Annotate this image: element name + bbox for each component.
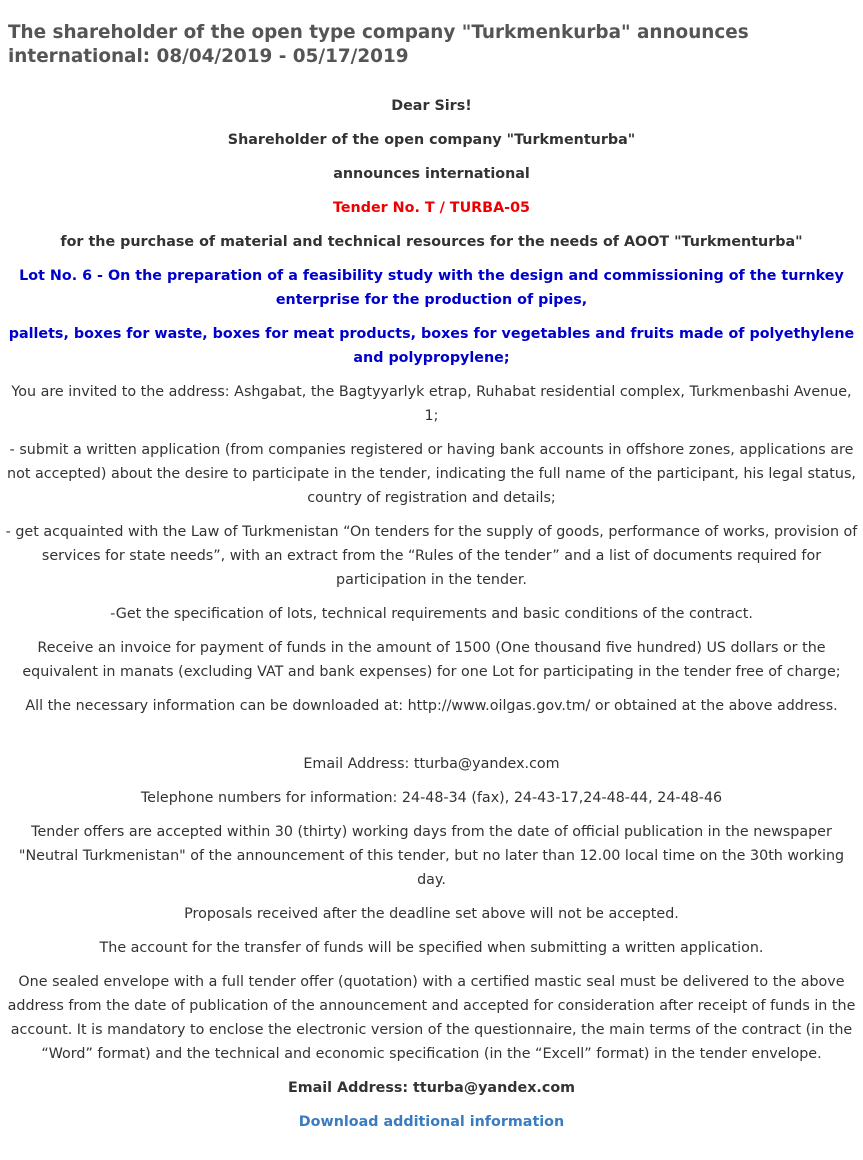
info-line: All the necessary information can be downloaded at: http://www.oilgas.gov.tm/ or obtained at the above address. <box>25 698 838 714</box>
email-line-bold: Email Address: tturba@yandex.com <box>287 1080 576 1096</box>
email-line: Email Address: tturba@yandex.com <box>303 756 560 772</box>
lot-line-1: Lot No. 6 - On the preparation of a feasibility study with the design and commissioning of the turnkey enterprise for the production of pipes, <box>19 268 844 308</box>
envelope-line: One sealed envelope with a full tender offer (quotation) with a certified mastic seal must be delivered to the above address from the date of publication of the announcement and accepted for consideration after receipt of funds in the account. It is mandatory to enclose the electronic version of the questionnaire, the main terms of the contract (in the “Word” format) and the technical and economic specification (in the “Excell” format) in the tender envelope. <box>7 974 856 1062</box>
download-link[interactable]: Download additional information <box>298 1114 565 1130</box>
greeting: Dear Sirs! <box>391 98 472 114</box>
address-line: You are invited to the address: Ashgabat, the Bagtyyarlyk etrap, Ruhabat residential complex, Turkmenbashi Avenue, 1; <box>11 384 852 424</box>
announces-line: announces international <box>333 166 530 182</box>
phone-line: Telephone numbers for information: 24-48-34 (fax), 24-43-17,24-48-44, 24-48-46 <box>140 790 723 806</box>
announcement-body <box>0 69 863 1134</box>
spec-line: -Get the specification of lots, technical requirements and basic conditions of the contract. <box>110 606 753 622</box>
deadline-line: Proposals received after the deadline set above will not be accepted. <box>184 906 679 922</box>
submit-line: - submit a written application (from companies registered or having bank accounts in offshore zones, applications are not accepted) about the desire to participate in the tender, indicating the full name of the participant, his legal status, country of registration and details; <box>7 442 856 506</box>
law-line: - get acquainted with the Law of Turkmenistan “On tenders for the supply of goods, performance of works, provision of services for state needs”, with an extract from the “Rules of the tender” and a list of documents required for participation in the tender. <box>5 524 858 588</box>
lot-line-2: pallets, boxes for waste, boxes for meat products, boxes for vegetables and fruits made of polyethylene and polypropylene; <box>8 326 855 366</box>
invoice-line: Receive an invoice for payment of funds in the amount of 1500 (One thousand five hundred) US dollars or the equivalent in manats (excluding VAT and bank expenses) for one Lot for participating in the tender free of charge; <box>22 640 841 680</box>
purpose-line: for the purchase of material and technical resources for the needs of AOOT "Turkmenturba" <box>60 234 803 250</box>
offers-line: Tender offers are accepted within 30 (thirty) working days from the date of official publication in the newspaper "Neutral Turkmenistan" of the announcement of this tender, but no later than 12.00 local time on the 30th working day. <box>18 824 845 888</box>
page-title: The shareholder of the open type company "Turkmenkurba" announces international: 08/04/2019 - 05/17/2019 <box>8 22 749 67</box>
shareholder-line: Shareholder of the open company "Turkmenturba" <box>227 132 636 148</box>
tender-number: Tender No. T / TURBA-05 <box>333 200 530 216</box>
account-line: The account for the transfer of funds will be specified when submitting a written application. <box>99 940 764 956</box>
download-paragraph <box>0 1110 863 1134</box>
spacer <box>0 728 863 752</box>
